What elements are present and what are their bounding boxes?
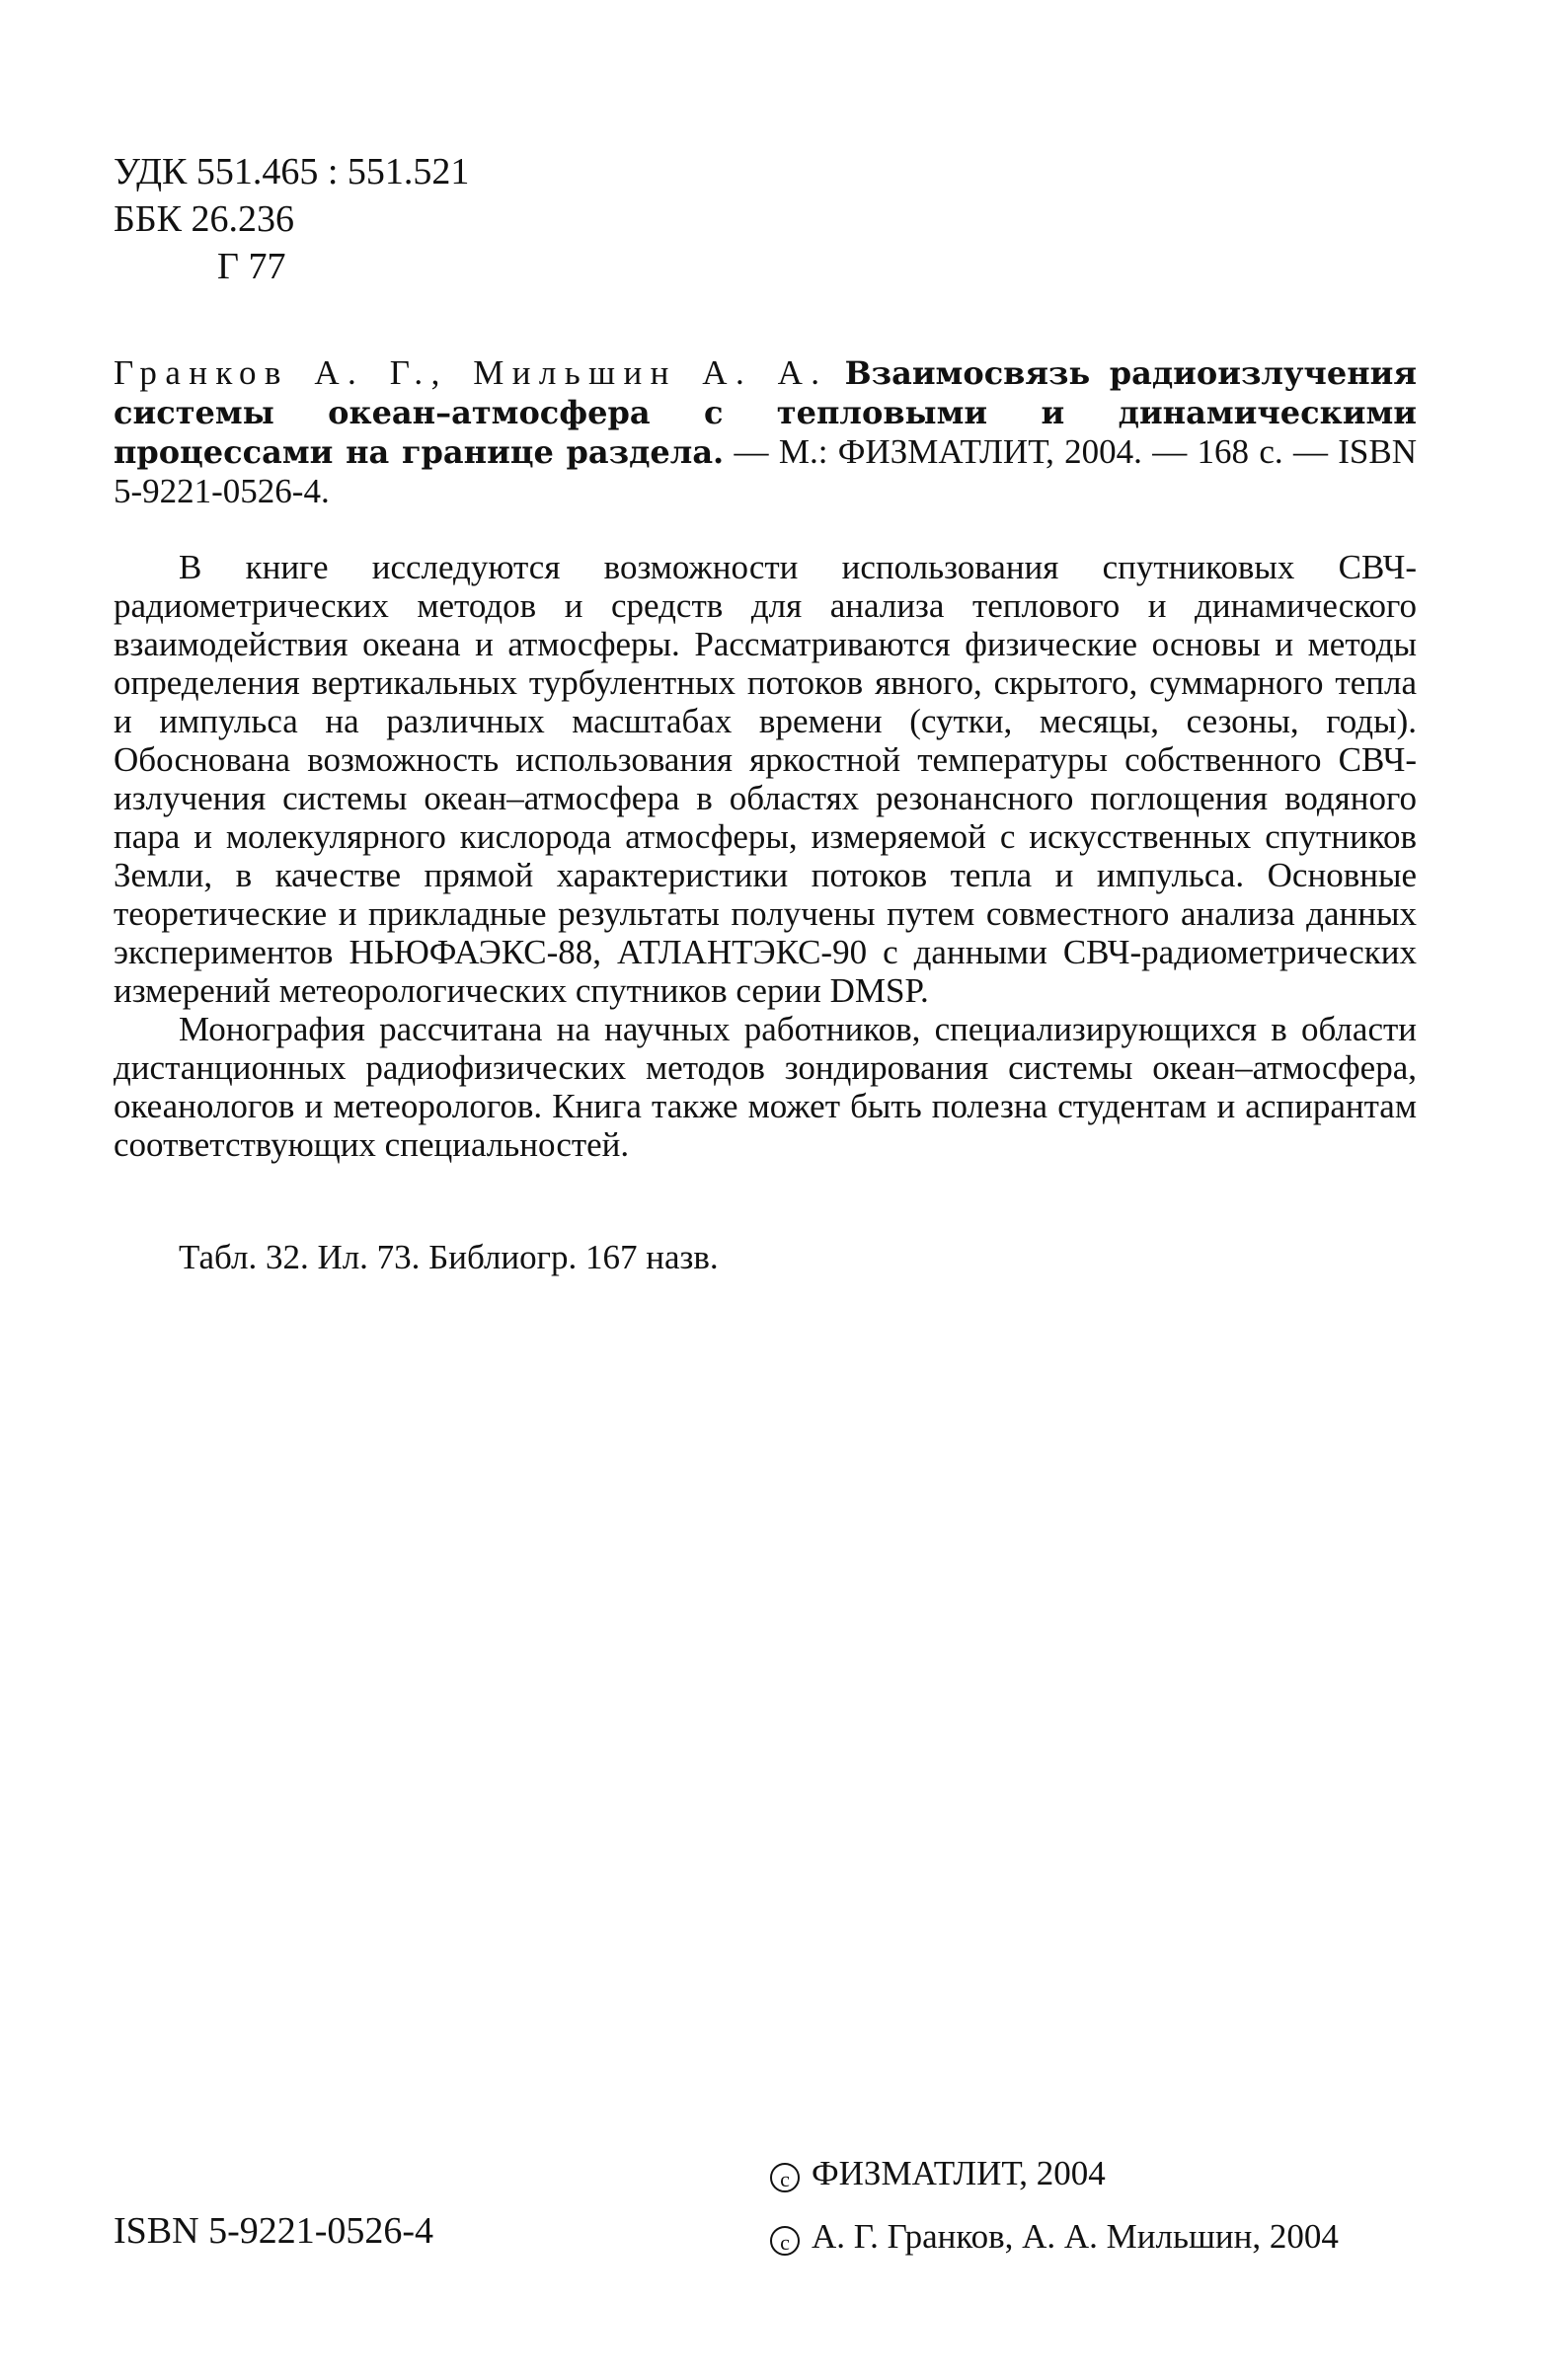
entry-title: Взаимосвязь радиоизлучения системы океан–атмосфера с тепловыми и динамическими процессами на границе раздела. (114, 354, 1418, 471)
abstract (114, 548, 1417, 1164)
entry-publication: — М.: ФИЗМАТЛИТ, 2004. — 168 с. — ISBN 5-9221-0526-4. (114, 432, 1418, 510)
abstract-paragraph-2: Монография рассчитана на научных работников, специализирующихся в области дистанционных радиофизических методов зондирования системы океан–атмосфера, океанологов и метеорологов. Книга также может быть полезна студентам и аспирантам соответствующих специальностей. (114, 1010, 1417, 1164)
entry-authors: Гранков А. Г., Мильшин А. А. (114, 353, 828, 392)
copyright-publisher (770, 2142, 1339, 2205)
bibliographic-entry (114, 353, 1417, 510)
isbn-footer: ISBN 5-9221-0526-4 (114, 2210, 434, 2252)
bbk-code: ББК 26.236 (114, 198, 294, 240)
author-mark: Г 77 (217, 246, 286, 287)
udk-code: УДК 551.465 : 551.521 (114, 151, 470, 192)
copyright-publisher-text: ФИЗМАТЛИТ, 2004 (812, 2154, 1106, 2192)
copyright-icon: c (770, 2226, 800, 2256)
abstract-paragraph-1: В книге исследуются возможности использования спутниковых СВЧ-радиометрических методов и средств для анализа теплового и динамического взаимодействия океана и атмосферы. Рассматриваются физические основы и методы определения вертикальных турбулентных потоков явного, скрытого, суммарного тепла и импульса на различных масштабах времени (сутки, месяцы, сезоны, годы). Обоснована возможность использования яркостной температуры собственного СВЧ-излучения системы океан–атмосфера в областях резонансного поглощения водяного пара и молекулярного кислорода атмосферы, измеряемой с искусственных спутников Земли, в качестве прямой характеристики потоков тепла и импульса. Основные теоретические и прикладные результаты получены путем совместного анализа данных экспериментов НЬЮФАЭКС-88, АТЛАНТЭКС-90 с данными СВЧ-радиометрических измерений метеорологических спутников серии DMSP. (114, 548, 1417, 1010)
copyright-authors-text: А. Г. Гранков, А. А. Мильшин, 2004 (812, 2217, 1339, 2256)
copyright-block (770, 2142, 1339, 2268)
copyright-authors (770, 2205, 1339, 2268)
classification-codes (114, 148, 469, 290)
tables-illustrations-info: Табл. 32. Ил. 73. Библиогр. 167 назв. (179, 1238, 719, 1276)
copyright-icon: c (770, 2163, 800, 2192)
